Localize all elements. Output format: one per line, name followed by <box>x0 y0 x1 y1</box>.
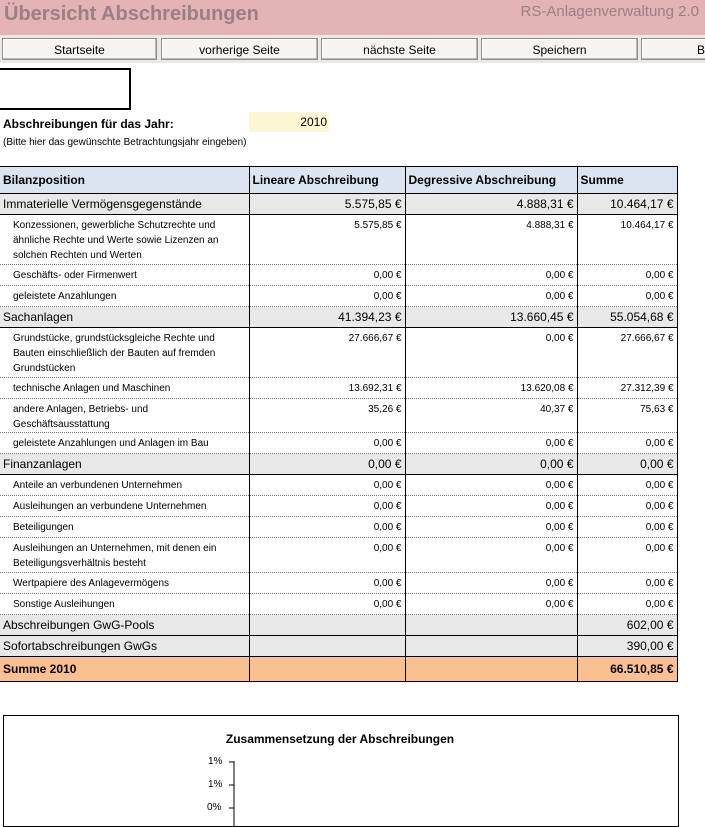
year-label: Abschreibungen für das Jahr: <box>3 117 174 131</box>
cell-summe[interactable]: 390,00 € <box>577 636 677 657</box>
cell-position[interactable]: geleistete Anzahlungen und Anlagen im Bau <box>0 433 249 454</box>
group-row <box>0 307 677 328</box>
cell-position[interactable]: Anteile an verbundenen Unternehmen <box>0 475 249 496</box>
cell-linear[interactable]: 0,00 € <box>249 475 405 496</box>
cell-degressive[interactable]: 0,00 € <box>405 475 577 496</box>
cell-summe[interactable]: 66.510,85 € <box>577 657 677 682</box>
cell-degressive[interactable] <box>405 636 577 657</box>
cell-position[interactable]: Summe 2010 <box>0 657 249 682</box>
y-tick-label: 0% <box>207 802 222 813</box>
cell-position[interactable]: Beteiligungen <box>0 517 249 538</box>
cell-linear[interactable] <box>249 636 405 657</box>
depreciation-table <box>0 166 678 682</box>
year-input[interactable]: 2010 <box>249 112 329 132</box>
previous-page-button[interactable]: vorherige Seite <box>161 38 318 60</box>
table-row <box>0 475 677 496</box>
cell-summe[interactable]: 0,00 € <box>577 286 677 307</box>
cell-summe[interactable]: 75,63 € <box>577 399 677 433</box>
cell-linear[interactable]: 5.575,85 € <box>249 194 405 215</box>
cell-position[interactable]: Sachanlagen <box>0 307 249 328</box>
cell-linear[interactable]: 35,26 € <box>249 399 405 433</box>
next-page-button[interactable]: nächste Seite <box>321 38 478 60</box>
table-row <box>0 286 677 307</box>
group-row <box>0 194 677 215</box>
cell-linear[interactable]: 0,00 € <box>249 573 405 594</box>
cell-degressive[interactable]: 0,00 € <box>405 286 577 307</box>
group-row <box>0 454 677 475</box>
chart-plot <box>4 716 678 826</box>
cell-linear[interactable]: 0,00 € <box>249 265 405 286</box>
header-linear: Lineare Abschreibung <box>249 167 405 194</box>
cell-degressive[interactable]: 0,00 € <box>405 496 577 517</box>
table-row <box>0 378 677 399</box>
header-summe: Summe <box>577 167 677 194</box>
cell-linear[interactable] <box>249 615 405 636</box>
cell-summe[interactable]: 0,00 € <box>577 475 677 496</box>
y-tick-label: 1% <box>208 756 223 767</box>
cell-position[interactable]: Geschäfts- oder Firmenwert <box>0 265 249 286</box>
cell-linear[interactable]: 0,00 € <box>249 433 405 454</box>
cell-degressive[interactable]: 13.620,08 € <box>405 378 577 399</box>
y-tick-label: 1% <box>208 779 223 790</box>
table-row <box>0 399 677 433</box>
title-bar <box>0 0 705 35</box>
cell-position[interactable]: technische Anlagen und Maschinen <box>0 378 249 399</box>
cell-degressive[interactable] <box>405 615 577 636</box>
table-row <box>0 594 677 615</box>
cell-summe[interactable]: 10.464,17 € <box>577 194 677 215</box>
cell-degressive[interactable]: 13.660,45 € <box>405 307 577 328</box>
cell-position[interactable]: Immaterielle Vermögensgegenstände <box>0 194 249 215</box>
nav-bar <box>0 35 705 63</box>
cell-position[interactable]: Wertpapiere des Anlagevermögens <box>0 573 249 594</box>
chart-area[interactable] <box>3 715 679 827</box>
cell-degressive[interactable]: 0,00 € <box>405 517 577 538</box>
cell-linear[interactable]: 5.575,85 € <box>249 215 405 265</box>
cell-degressive[interactable]: 0,00 € <box>405 594 577 615</box>
chart-title: Zusammensetzung der Abschreibungen <box>225 732 455 746</box>
cell-linear[interactable] <box>249 657 405 682</box>
page-title: Übersicht Abschreibungen <box>4 3 259 25</box>
cell-summe[interactable]: 0,00 € <box>577 517 677 538</box>
cell-degressive[interactable]: 0,00 € <box>405 573 577 594</box>
table-row <box>0 496 677 517</box>
cell-position[interactable]: andere Anlagen, Betriebs- und Geschäftsausstattung <box>0 399 249 433</box>
table-header-row <box>0 167 677 194</box>
cell-linear[interactable]: 41.394,23 € <box>249 307 405 328</box>
save-button[interactable]: Speichern <box>481 38 638 60</box>
cell-degressive[interactable]: 4.888,31 € <box>405 215 577 265</box>
cell-linear[interactable]: 13.692,31 € <box>249 378 405 399</box>
cell-position[interactable]: Ausleihungen an verbundene Unternehmen <box>0 496 249 517</box>
table-row <box>0 328 677 378</box>
cell-summe[interactable]: 55.054,68 € <box>577 307 677 328</box>
cell-summe[interactable]: 0,00 € <box>577 433 677 454</box>
cell-summe[interactable]: 27.666,67 € <box>577 328 677 378</box>
year-hint: (Bitte hier das gewünschte Betrachtungsjahr eingeben) <box>3 137 247 148</box>
table-row <box>0 215 677 265</box>
cell-summe[interactable]: 602,00 € <box>577 615 677 636</box>
header-bilanzposition: Bilanzposition <box>0 167 249 194</box>
cell-degressive[interactable]: 0,00 € <box>405 265 577 286</box>
cell-linear[interactable]: 0,00 € <box>249 496 405 517</box>
cell-degressive[interactable]: 4.888,31 € <box>405 194 577 215</box>
cell-position[interactable]: Sofortabschreibungen GwGs <box>0 636 249 657</box>
cell-position[interactable]: Grundstücke, grundstücksgleiche Rechte und Bauten einschließlich der Bauten auf fremden Grundstücken <box>0 328 249 378</box>
cell-degressive[interactable]: 40,37 € <box>405 399 577 433</box>
cell-summe[interactable]: 0,00 € <box>577 454 677 475</box>
overflow-nav-button[interactable]: B <box>641 38 705 60</box>
table-row <box>0 517 677 538</box>
total-row <box>0 657 677 682</box>
table-row <box>0 538 677 573</box>
cell-summe[interactable]: 0,00 € <box>577 573 677 594</box>
cell-degressive[interactable]: 0,00 € <box>405 433 577 454</box>
cell-degressive[interactable] <box>405 657 577 682</box>
cell-summe[interactable]: 0,00 € <box>577 265 677 286</box>
summary-row <box>0 615 677 636</box>
cell-linear[interactable]: 27.666,67 € <box>249 328 405 378</box>
cell-position[interactable]: Konzessionen, gewerbliche Schutzrechte und ähnliche Rechte und Werte sowie Lizenzen an solchen Rechten und Werten <box>0 215 249 265</box>
cell-degressive[interactable]: 0,00 € <box>405 538 577 573</box>
cell-summe[interactable]: 0,00 € <box>577 594 677 615</box>
table-row <box>0 265 677 286</box>
header-degressive: Degressive Abschreibung <box>405 167 577 194</box>
cell-linear[interactable]: 0,00 € <box>249 538 405 573</box>
app-name: RS-Anlagenverwaltung 2.0 <box>520 3 699 20</box>
cell-position[interactable]: Ausleihungen an Unternehmen, mit denen ein Beteiligungsverhältnis besteht <box>0 538 249 573</box>
selected-cell[interactable] <box>0 68 131 110</box>
cell-position[interactable]: Finanzanlagen <box>0 454 249 475</box>
cell-summe[interactable]: 10.464,17 € <box>577 215 677 265</box>
cell-linear[interactable]: 0,00 € <box>249 454 405 475</box>
cell-summe[interactable]: 27.312,39 € <box>577 378 677 399</box>
table-row <box>0 573 677 594</box>
cell-linear[interactable]: 0,00 € <box>249 594 405 615</box>
table-row <box>0 433 677 454</box>
summary-row <box>0 636 677 657</box>
cell-linear[interactable]: 0,00 € <box>249 286 405 307</box>
cell-linear[interactable]: 0,00 € <box>249 517 405 538</box>
cell-position[interactable]: Abschreibungen GwG-Pools <box>0 615 249 636</box>
cell-summe[interactable]: 0,00 € <box>577 538 677 573</box>
cell-degressive[interactable]: 0,00 € <box>405 328 577 378</box>
start-page-button[interactable]: Startseite <box>2 38 157 60</box>
cell-summe[interactable]: 0,00 € <box>577 496 677 517</box>
cell-position[interactable]: geleistete Anzahlungen <box>0 286 249 307</box>
cell-position[interactable]: Sonstige Ausleihungen <box>0 594 249 615</box>
cell-degressive[interactable]: 0,00 € <box>405 454 577 475</box>
